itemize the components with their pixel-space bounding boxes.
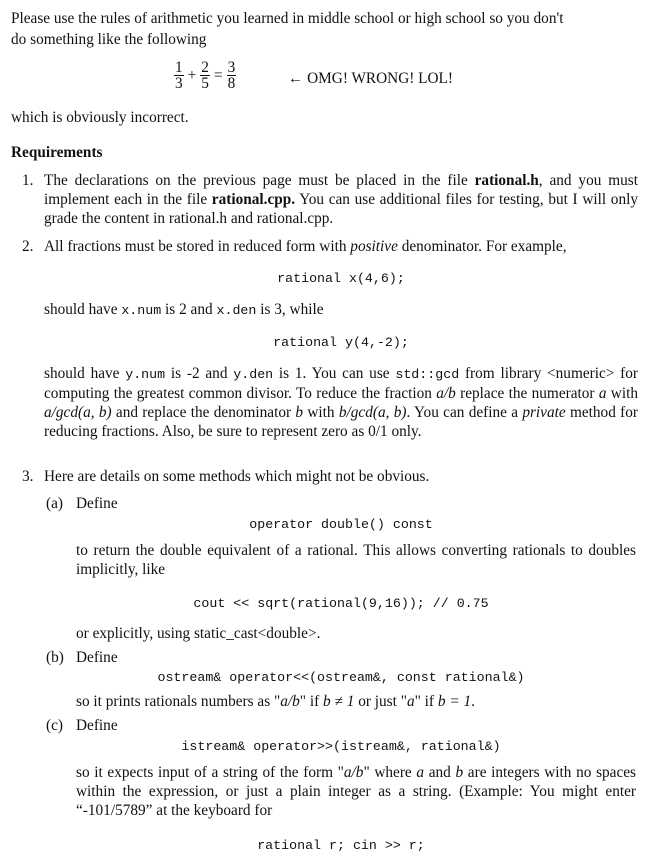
code-sqrt-example: cout << sqrt(rational(9,16)); // 0.75 [193, 596, 489, 611]
code-rational-x: rational x(4,6); [277, 271, 405, 286]
code-cin-example: rational r; cin >> r; [257, 838, 425, 853]
wrong-equation: $\frac{1}{3}$ + $\frac{2}{5}$ = $\frac{3}{8}$ [175, 59, 236, 92]
intro-after: which is obviously incorrect. [11, 109, 189, 126]
item-3a-desc: to return the double equivalent of a rational. This allows converting rationals to doubles implicitly, like [76, 542, 636, 578]
item-3-text: Here are details on some methods which might not be obvious. [44, 468, 430, 485]
left-arrow-icon: ← [288, 70, 304, 87]
item-3a-define: Define [76, 495, 118, 512]
item-3c-desc: so it expects input of a string of the form "a/b" where a and b are integers with no spaces within the expression, or just a plain integer as a string. (Example: You might enter “-101/5789” at the keyboard for [76, 764, 636, 819]
fraction-b: $\frac{2}{5}$ [201, 59, 209, 92]
item-1-text: The declarations on the previous page must be placed in the file rational.h, and you must implement each in the file rational.cpp. You can use additional files for testing, but I will only grade the content in rational.h and rational.cpp. [44, 172, 638, 227]
code-ostream-operator: ostream& operator<<(ostream&, const rational&) [157, 670, 525, 685]
item-3b-desc: so it prints rationals numbers as "a/b" if b ≠ 1 or just "a" if b = 1. [76, 693, 475, 710]
code-operator-double: operator double() const [249, 517, 433, 532]
item-3a-marker: (a) [46, 495, 63, 512]
item-3b-define: Define [76, 649, 118, 666]
item-3c-marker: (c) [46, 717, 63, 734]
intro-line-1: Please use the rules of arithmetic you learned in middle school or high school so you don't [11, 10, 564, 27]
fraction-c: $\frac{3}{8}$ [227, 59, 236, 92]
item-1-marker: 1. [22, 172, 34, 189]
item-3a-explicit: or explicitly, using static_cast<double>. [76, 625, 321, 642]
item-3-marker: 3. [22, 468, 34, 485]
code-rational-y: rational y(4,-2); [273, 335, 409, 350]
code-istream-operator: istream& operator>>(istream&, rational&) [181, 739, 501, 754]
intro-line-2: do something like the following [11, 31, 207, 48]
item-2-marker: 2. [22, 238, 34, 255]
fraction-a: $\frac{1}{3}$ [175, 59, 183, 92]
item-3c-define: Define [76, 717, 118, 734]
item-2-x-desc: should have x.num is 2 and x.den is 3, while [44, 301, 324, 318]
item-2-text: All fractions must be stored in reduced form with positive denominator. For example, [44, 238, 567, 255]
item-2-reduce-text: should have y.num is -2 and y.den is 1. You can use std::gcd from library <numeric> for computing the greatest common divisor. To reduce the fraction a/b replace the numerator a with a/gcd(a, b) and replace the denominator b with b/gcd(a, b). You can define a private method for reducing fractions. Also, be sure to represent zero as 0/1 only. [44, 365, 638, 440]
requirements-heading: Requirements [11, 144, 103, 161]
wrong-comment: ← OMG! WRONG! LOL! [288, 70, 453, 87]
item-3b-marker: (b) [46, 649, 64, 666]
